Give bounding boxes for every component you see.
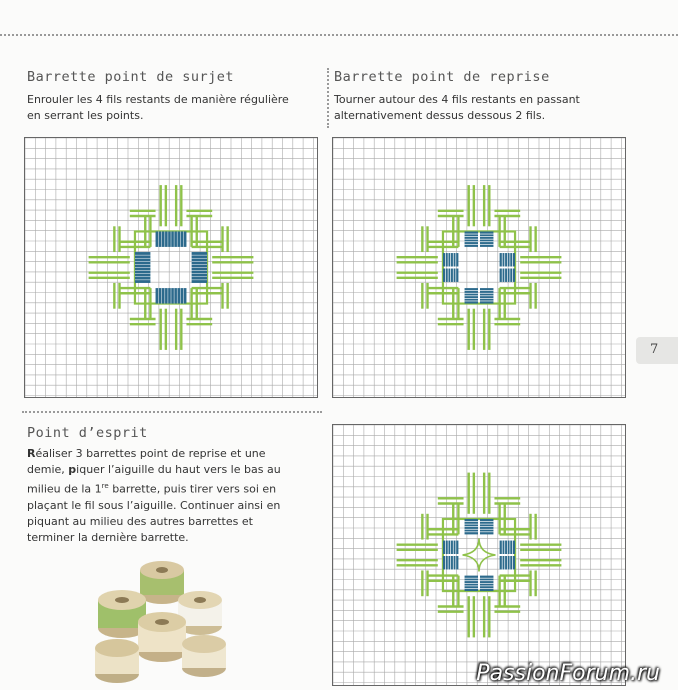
surjet-diagram (24, 137, 318, 398)
column-divider (327, 68, 329, 128)
esprit-title: Point d’esprit (27, 425, 148, 441)
grid-lines (333, 425, 625, 685)
spool-cream-bottom-left (95, 639, 139, 683)
spool-cream-bottom-right (182, 635, 226, 677)
esprit-diagram (332, 424, 626, 686)
page-number: 7 (650, 342, 659, 357)
spool-green-top (140, 561, 184, 604)
reprise-title: Barrette point de reprise (334, 69, 550, 85)
watermark: PassionForum.ru (476, 661, 660, 686)
top-dotted-rule (0, 34, 678, 36)
surjet-description: Enrouler les 4 fils restants de manière régulière en serrant les points. (27, 93, 289, 122)
thread-spools-photo (92, 550, 242, 690)
page-number-tab (636, 337, 678, 364)
section-divider (22, 411, 322, 413)
reprise-description: Tourner autour des 4 fils restants en passant alternativement dessus dessous 2 fils. (334, 93, 580, 122)
surjet-title: Barrette point de surjet (27, 69, 235, 85)
grid-lines (333, 138, 625, 397)
surjet-grid-svg (25, 138, 317, 397)
dove-eye-stitch (463, 539, 496, 572)
grid-lines (25, 138, 317, 397)
esprit-grid-svg (333, 425, 625, 685)
reprise-grid-svg (333, 138, 625, 397)
esprit-description: Réaliser 3 barrettes point de reprise et une demie, piquer l’aiguille du haut vers le bas au milieu de la 1re barrette, puis tirer vers soi en plaçant le fil sous l’aiguille. Continuer ainsi en piquant au milieu des autres barrettes et terminer la dernière barrette. (27, 447, 281, 544)
spool-cream-center (138, 612, 186, 662)
reprise-diagram (332, 137, 626, 398)
